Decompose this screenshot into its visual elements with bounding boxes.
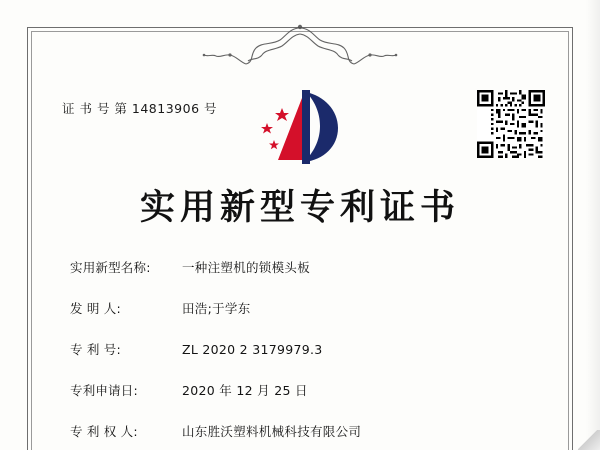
field-label-utility-model-name: 实用新型名称: <box>70 260 151 275</box>
field-inventor <box>70 299 540 317</box>
field-value-patent-number: ZL 2020 2 3179979.3 <box>182 342 323 357</box>
certificate-fields <box>70 258 540 463</box>
qr-code <box>477 90 545 158</box>
field-patentee <box>70 422 540 440</box>
page-corner-fold <box>578 430 600 450</box>
field-label-patent-number: 专 利 号: <box>70 342 121 357</box>
field-value-patentee: 山东胜沃塑料机械科技有限公司 <box>182 424 362 439</box>
field-label-inventor: 发 明 人: <box>70 301 121 316</box>
field-value-inventor: 田浩;于学东 <box>182 301 251 316</box>
field-label-application-date: 专利申请日: <box>70 383 138 398</box>
field-application-date <box>70 381 540 399</box>
field-patent-number <box>70 340 540 358</box>
certificate-serial-number: 证 书 号 第 14813906 号 <box>62 101 217 116</box>
field-value-application-date: 2020 年 12 月 25 日 <box>182 383 308 398</box>
ornament-icon <box>170 22 430 70</box>
field-utility-model-name <box>70 258 540 276</box>
page-title: 实用新型专利证书 <box>139 188 460 228</box>
patent-office-logo <box>252 88 348 166</box>
field-value-utility-model-name: 一种注塑机的锁模头板 <box>182 260 311 275</box>
field-label-patentee: 专 利 权 人: <box>70 424 138 439</box>
